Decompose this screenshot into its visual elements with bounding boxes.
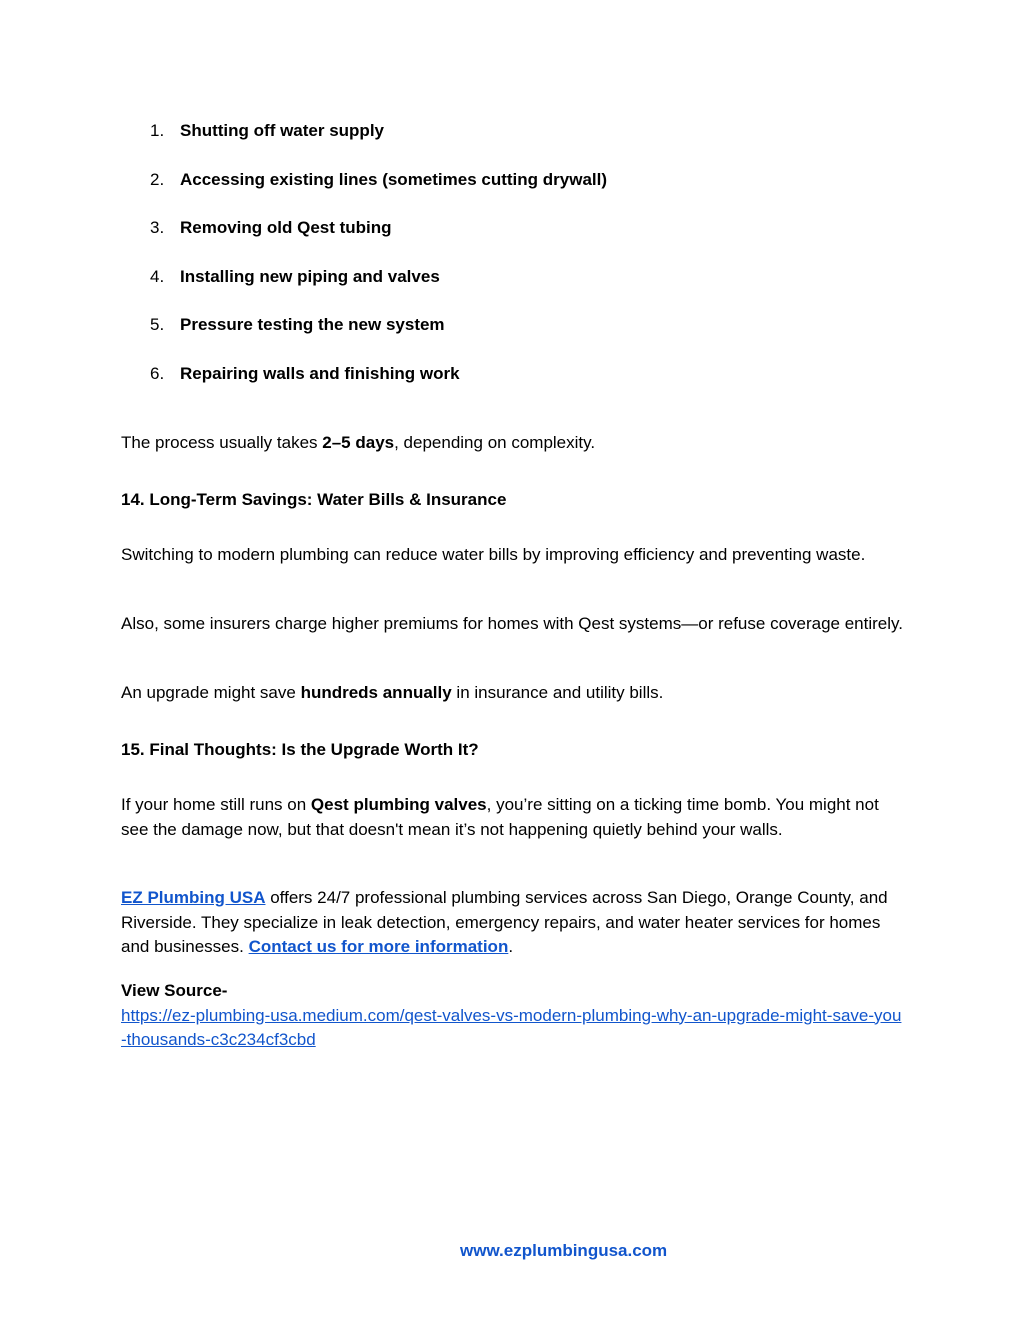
list-item — [150, 170, 607, 219]
list-item-number: 6. — [150, 363, 165, 383]
steps-list — [150, 121, 607, 412]
section-14-paragraph-1 — [121, 543, 905, 568]
section-14-paragraph-3 — [121, 681, 905, 706]
process-text-before: The process usually takes — [121, 433, 323, 452]
section-15-paragraph-1 — [121, 793, 905, 842]
list-item-number: 1. — [150, 121, 165, 140]
qest-valves-term: Qest plumbing valves — [310, 795, 487, 814]
list-item-number: 5. — [150, 315, 165, 334]
section-15-paragraph-2 — [121, 886, 905, 960]
view-source-label: View Source- — [121, 981, 228, 1000]
period-text: . — [508, 937, 514, 956]
qest-text-after: , you’re sitting on a ticking time bomb. You might not see the damage now, but that doesn't mean it’s not happening quietly behind your walls. — [121, 795, 879, 839]
footer-website[interactable]: www.ezplumbingusa.com — [460, 1241, 668, 1260]
services-text: offers 24/7 professional plumbing services across San Diego, Orange County, and Riverside. They specialize in leak detection, emergency repairs, and water heater services for homes and businesses. — [121, 888, 888, 956]
insurance-text: Also, some insurers charge higher premiums for homes with Qest systems—or refuse coverage entirely. — [121, 614, 903, 633]
list-item-text: Removing old Qest tubing — [180, 218, 392, 237]
savings-amount: hundreds annually — [300, 683, 452, 702]
list-item-number: 3. — [150, 218, 165, 237]
list-item-text: Repairing walls and finishing work — [180, 363, 460, 383]
process-duration-paragraph — [121, 431, 905, 456]
savings-text-after: in insurance and utility bills. — [451, 683, 664, 702]
savings-text-before: An upgrade might save — [121, 683, 301, 702]
list-item-number: 4. — [150, 266, 165, 286]
list-item-text: Installing new piping and valves — [180, 266, 440, 286]
list-item — [150, 121, 607, 170]
process-duration: 2–5 days — [322, 433, 395, 452]
list-item-text: Shutting off water supply — [180, 121, 384, 140]
list-item — [150, 315, 607, 364]
list-item-text: Pressure testing the new system — [180, 315, 445, 334]
section-14-heading: 14. Long-Term Savings: Water Bills & Insurance — [121, 490, 507, 509]
process-text-after: , depending on complexity. — [394, 433, 596, 452]
list-item — [150, 364, 607, 413]
view-source-block — [121, 979, 905, 1053]
contact-link[interactable]: Contact us for more information — [248, 937, 509, 956]
list-item — [150, 218, 607, 267]
water-bills-text: Switching to modern plumbing can reduce water bills by improving efficiency and preventing waste. — [121, 545, 866, 564]
list-item — [150, 267, 607, 316]
ez-plumbing-link[interactable]: EZ Plumbing USA — [121, 888, 266, 907]
section-14-paragraph-2 — [121, 612, 905, 637]
list-item-text: Accessing existing lines (sometimes cutting drywall) — [180, 169, 608, 189]
source-url-link[interactable]: https://ez-plumbing-usa.medium.com/qest-valves-vs-modern-plumbing-why-an-upgrade-might-save-you-thousands-c3c234cf3cbd — [121, 1005, 902, 1049]
qest-text-before: If your home still runs on — [121, 795, 311, 814]
list-item-number: 2. — [150, 169, 165, 189]
section-15-heading: 15. Final Thoughts: Is the Upgrade Worth It? — [121, 740, 479, 759]
